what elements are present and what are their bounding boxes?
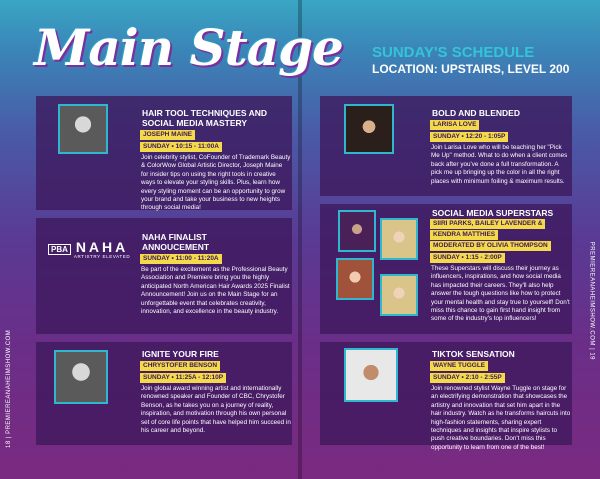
session-title: SOCIAL MEDIA SUPERSTARS — [432, 208, 554, 218]
right-side-url: PREMIEREANAHEIMSHOW.COM | 19 — [588, 241, 594, 360]
session-title: NAHA FINALIST — [142, 232, 207, 242]
session-description: Join global award winning artist and internationally renowned speaker and Founder of CBC, Chrystofer Benson, as he takes you on a journey of reality, inspiration, and motivation through his own personal set of core life points that have helped him succeed in his career and beyond. — [141, 385, 291, 435]
speaker-badge: WAYNE TUGGLE — [430, 361, 488, 371]
session-description: These Superstars will discuss their journey as influencers, inspirations, and how social media has impacted their careers. They'll also help answer the tough questions like how to protect your mental health and stay true to yourself! Don't miss this chance to gain first hand insight from some of the industry's top influencers! — [431, 265, 570, 323]
left-side-url: 18 | PREMIEREANAHEIMSHOW.COM — [6, 329, 12, 448]
time-badge: SUNDAY • 11:00 - 11:20A — [140, 254, 222, 264]
speaker-photo-joseph-maine — [58, 104, 108, 154]
naha-logo — [48, 238, 130, 260]
main-stage-title: Main Stage — [34, 18, 343, 77]
speaker-photo-bailey-lavender — [380, 218, 418, 260]
time-badge: SUNDAY • 11:25A - 12:10P — [140, 373, 226, 383]
speaker-photo-chrystofer-benson — [54, 350, 108, 404]
speaker-photo-kendra-matthies — [336, 258, 374, 300]
schedule-title: SUNDAY'S SCHEDULE — [372, 44, 535, 61]
speaker-photo-wayne-tuggle — [344, 348, 398, 402]
session-title: HAIR TOOL TECHNIQUES AND — [142, 108, 267, 118]
speaker-photo-olivia-thompson — [380, 274, 418, 316]
schedule-location: LOCATION: UPSTAIRS, LEVEL 200 — [372, 62, 570, 76]
time-badge: SUNDAY • 12:20 - 1:05P — [430, 132, 508, 142]
speaker-badge: JOSEPH MAINE — [140, 130, 195, 140]
session-description: Join celebrity stylist, CoFounder of Trademark Beauty & ColorWow Global Artistic Director, Joseph Maine for insider tips on using the right tools in creative ways to elevate your styling skills. Plus, learn how every styling moment can be an opportunity to grow your brand and take your business to new heights through social media! — [141, 154, 291, 212]
pba-logo-text: PBA — [48, 244, 71, 255]
session-title: TIKTOK SENSATION — [432, 349, 515, 359]
session-title-line2: SOCIAL MEDIA MASTERY — [142, 118, 247, 128]
speaker-badge: CHRYSTOFER BENSON — [140, 361, 220, 371]
time-badge: SUNDAY • 2:10 - 2:55P — [430, 373, 505, 383]
time-badge: SUNDAY • 1:15 - 2:00P — [430, 253, 505, 263]
time-badge: SUNDAY • 10:15 - 11:00A — [140, 142, 222, 152]
session-title: BOLD AND BLENDED — [432, 108, 520, 118]
naha-tagline: ARTISTRY ELEVATED — [73, 253, 131, 259]
session-title-line2: ANNOUCEMENT — [142, 242, 210, 252]
speaker-badge-line2: KENDRA MATTHIES — [430, 230, 498, 240]
speaker-badge: SIIRI PARKS, BAILEY LAVENDER & — [430, 219, 545, 229]
session-title: IGNITE YOUR FIRE — [142, 349, 219, 359]
session-description: Be part of the excitement as the Professional Beauty Association and Premiere bring you the highly anticipated North American Hair Awards 2025 Finalist Announcement! Join us on the Main Stage for an unforgettable event that celebrates creativity, innovation, and excellence in the beauty industry. — [141, 266, 290, 316]
naha-logo-text: NAHA — [75, 238, 129, 255]
session-description: Join Larisa Love who will be teaching her "Pick Me Up" method. What to do when a client comes back after you've done a full transformation. A pick me up bringing up the color in all the right places with minimum foiling & maximum results. — [431, 144, 568, 185]
moderator-badge: MODERATED BY OLIVIA THOMPSON — [430, 241, 551, 251]
session-description: Join renowned stylist Wayne Tuggle on stage for an electrifying demonstration that showcases the artistry and innovation that set him apart in the hair industry. Watch as he transforms haircuts into high-fashion statements, sharing expert techniques and insights that inspire stylists to push creative boundaries. Don't miss this opportunity to learn from one of the best! — [431, 385, 571, 451]
speaker-badge: LARISA LOVE — [430, 120, 479, 130]
speaker-photo-siiri-parks — [338, 210, 376, 252]
speaker-photo-larisa-love — [344, 104, 394, 154]
